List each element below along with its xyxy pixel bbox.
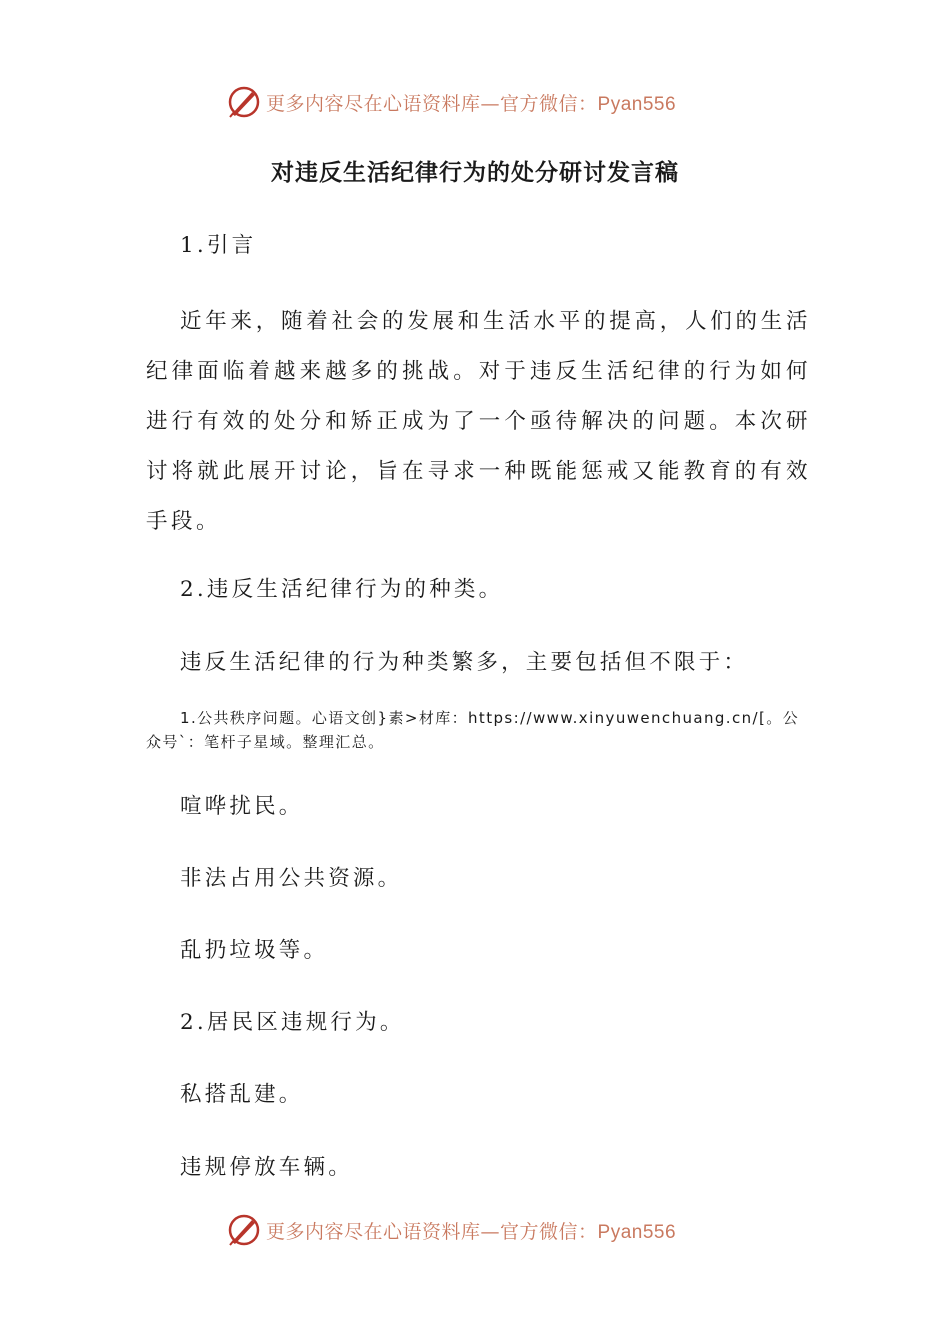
quill-logo-icon <box>226 84 262 120</box>
wechat-id: Pyan556 <box>597 1221 677 1243</box>
page-title: 对违反生活纪律行为的处分研讨发言稿 <box>271 159 679 186</box>
wechat-id: Pyan556 <box>597 93 677 115</box>
list-item-noise: 喧哗扰民。 <box>180 794 304 819</box>
intro-paragraph: 近年来，随着社会的发展和生活水平的提高，人们的生活纪律面临着越来越多的挑战。对于违反生活纪律的行为如何进行有效的处分和矫正成为了一个亟待解决的问题。本次研讨将就此展开讨论，旨在寻求一种既能惩戒又能教育的有效手段。 <box>146 309 811 534</box>
list-item-occupy: 非法占用公共资源。 <box>180 866 403 891</box>
source-note: 1.公共秩序问题。心语文创}素>材库：https://www.xinyuwenchuang.cn/[。公众号`：笔杆子星域。整理汇总。 <box>146 709 800 751</box>
intro-heading: 1.引言 <box>180 233 257 258</box>
types-intro: 违反生活纪律的行为种类繁多，主要包括但不限于： <box>180 650 749 675</box>
footer-banner <box>0 1210 950 1250</box>
quill-logo-icon <box>226 1212 262 1248</box>
types-heading: 2.违反生活纪律行为的种类。 <box>180 577 504 602</box>
banner-text: 更多内容尽在心语资料库—官方微信：Pyan556 <box>266 1220 677 1243</box>
list-item-litter: 乱扔垃圾等。 <box>180 938 329 963</box>
banner-text: 更多内容尽在心语资料库—官方微信：Pyan556 <box>266 92 677 115</box>
list-item-parking: 违规停放车辆。 <box>180 1155 353 1180</box>
header-banner <box>0 82 950 122</box>
list-item-build: 私搭乱建。 <box>180 1082 304 1107</box>
residential-heading: 2.居民区违规行为。 <box>180 1010 405 1035</box>
